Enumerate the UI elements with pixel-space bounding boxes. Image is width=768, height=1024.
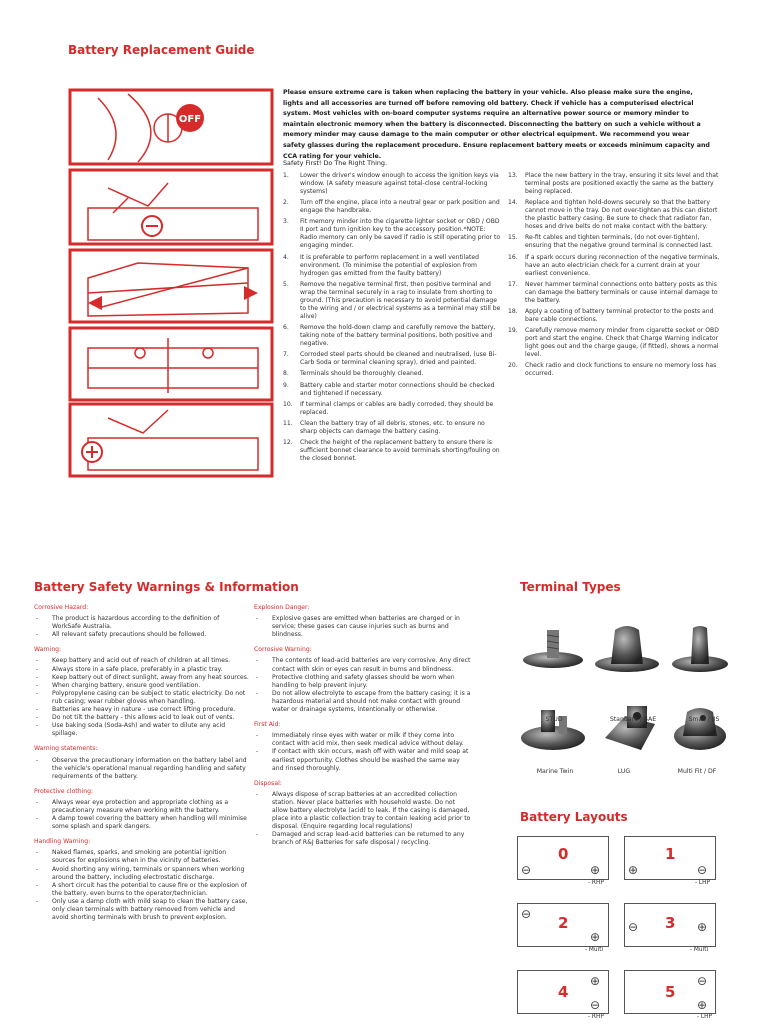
terminal-types-title: Terminal Types bbox=[520, 580, 621, 594]
step-item bbox=[283, 439, 501, 463]
step-number: 5. bbox=[283, 280, 289, 288]
terminal-caption-stud: STUD bbox=[545, 716, 563, 723]
terminal-caption-small-jis: Small / JIS bbox=[688, 716, 720, 723]
positive-terminal-icon: ⊕ bbox=[590, 974, 601, 988]
warning-section-heading: Disposal: bbox=[254, 779, 282, 787]
warning-section-heading: Protective clothing: bbox=[34, 787, 94, 795]
page-title: Battery Replacement Guide bbox=[68, 43, 255, 57]
warning-list bbox=[34, 615, 249, 639]
step-number: 16. bbox=[508, 253, 518, 261]
warning-section-heading: Corrosive Warning: bbox=[254, 646, 312, 654]
step-number: 13. bbox=[508, 172, 518, 179]
battery-layout-0 bbox=[517, 836, 609, 880]
negative-terminal-icon: ⊖ bbox=[628, 920, 639, 934]
layout-caption-0: - RHP bbox=[588, 880, 604, 886]
battery-layout-1 bbox=[624, 836, 716, 880]
layout-number: 0 bbox=[558, 845, 569, 863]
safety-first-heading: Safety First! Do The Right Thing. bbox=[283, 159, 388, 167]
step-text: Carefully remove memory minder from cigarette socket or OBD port and start the engine. Check that Charge Warning indicator light goes out and the charge gauge, (if fitted), shows a normal level. bbox=[525, 327, 719, 359]
warning-item: - A short circuit has the potential to cause fire or the explosion of the battery, even burns to the operator/technician. bbox=[34, 882, 249, 898]
warning-item: - Immediately rinse eyes with water or milk if they come into contact with acid mix, then seek medical advice without delay. bbox=[254, 732, 472, 748]
small-jis-terminal-icon bbox=[672, 626, 728, 672]
warning-section-heading: First Aid: bbox=[254, 721, 281, 729]
multi-fit-terminal-icon bbox=[674, 708, 726, 750]
warning-item: - Explosive gases are emitted when batteries are charged or in service; these gases can cause injuries such as burns and blindness. bbox=[254, 615, 472, 639]
step-item bbox=[508, 308, 722, 324]
warning-item: - Observe the precautionary information on the battery label and the vehicle's operational manual regarding handling and safety requirements of the battery. bbox=[34, 757, 249, 781]
warnings-title: Battery Safety Warnings & Information bbox=[34, 580, 299, 594]
step-text: It is preferable to perform replacement in a well ventilated environment. (To minimise the potential of explosion from hydrogen gas emitted from the faulty battery) bbox=[300, 253, 479, 277]
step-number: 2. bbox=[283, 199, 289, 207]
step-number: 1. bbox=[283, 172, 289, 179]
warning-item: - The product is hazardous according to the definition of WorkSafe Australia. bbox=[34, 615, 249, 631]
warning-item: - Naked flames, sparks, and smoking are potential ignition sources for explosions when in the vicinity of batteries. bbox=[34, 849, 249, 865]
warning-item: - Polypropylene casing can be subject to static electricity. Do not rub casing; wear rubber gloves when handling. bbox=[34, 690, 249, 706]
positive-terminal-icon: ⊕ bbox=[628, 863, 639, 877]
step-text: Battery cable and starter motor connections should be checked and tightened if necessary. bbox=[300, 381, 495, 397]
step-number: 11. bbox=[283, 419, 293, 427]
warning-list bbox=[34, 657, 249, 738]
terminal-caption-lug: LUG bbox=[617, 768, 631, 775]
step-number: 6. bbox=[283, 323, 289, 331]
step-text: Clean the battery tray of all debris, stones, etc. to ensure no sharp objects can damage the battery casing. bbox=[300, 419, 485, 435]
step-number: 3. bbox=[283, 218, 289, 226]
warning-section-heading: Explosion Danger: bbox=[254, 604, 310, 611]
step-text: Apply a coating of battery terminal protector to the posts and bare cable connections. bbox=[525, 307, 714, 323]
step-number: 12. bbox=[283, 439, 293, 447]
positive-terminal-icon: ⊕ bbox=[697, 920, 708, 934]
step-text: Replace and tighten hold-downs securely so that the battery cannot move in the tray. Do not over-tighten as this can distort the plastic battery casing. Be sure to check that radiator fan, hoses and drive belts do not make contact with the battery. bbox=[525, 199, 718, 231]
terminal-caption-marine-twin: Marine Twin bbox=[536, 768, 574, 775]
warning-item: - Always dispose of scrap batteries at an accredited collection station. Never place batteries with household waste. Do not allow battery electrolyte (acid) to leak. If the casing is damaged, place into a plastic collection tray to contain leaking acid prior to disposal. (Enquire regarding local regulations) bbox=[254, 791, 472, 831]
negative-terminal-icon: ⊖ bbox=[590, 998, 601, 1012]
positive-terminal-icon: ⊕ bbox=[590, 863, 601, 877]
step-number: 18. bbox=[508, 307, 518, 315]
step-item bbox=[283, 199, 501, 215]
positive-terminal-icon: ⊕ bbox=[697, 998, 708, 1012]
warning-item: - Do not tilt the battery - this allows acid to leak out of vents. bbox=[34, 714, 249, 722]
step-item bbox=[508, 362, 722, 378]
step-item bbox=[283, 254, 501, 278]
step-text: Place the new battery in the tray, ensuring it sits level and that terminal posts are positioned exactly the same as the battery being replaced. bbox=[525, 172, 719, 195]
step-text: Remove the negative terminal first, then positive terminal and wrap the terminal securely in a rag to insulate from shorting to ground. (This precaution is necessary to avoid potential damage to the wiring and / or electrical systems as a terminal may still be alive) bbox=[300, 280, 501, 320]
layout-number: 1 bbox=[665, 845, 676, 863]
step-item bbox=[283, 420, 501, 436]
steps-list-left bbox=[283, 172, 501, 466]
step-item bbox=[283, 370, 501, 378]
step-text: Remove the hold-down clamp and carefully remove the battery, taking note of the battery terminal positions, both positive and negative. bbox=[300, 323, 496, 347]
step-item bbox=[508, 234, 722, 250]
negative-terminal-icon: ⊖ bbox=[521, 863, 532, 877]
warnings-column-right bbox=[254, 604, 472, 847]
step-item bbox=[283, 382, 501, 398]
warning-item: - Always store in a safe place, preferably in a plastic tray. bbox=[34, 666, 249, 674]
steps-list-right bbox=[508, 172, 722, 382]
warning-item: - Keep battery and acid out of reach of children at all times. bbox=[34, 657, 249, 665]
step-item bbox=[283, 172, 501, 196]
warning-item: - If contact with skin occurs, wash off with water and mild soap at earliest opportunity. Clothes should be washed the same way and rinsed thoroughly. bbox=[254, 748, 472, 772]
warning-item: - All relevant safety precautions should be followed. bbox=[34, 631, 249, 639]
terminal-caption-standard-sae: Standard / SAE bbox=[609, 716, 657, 723]
battery-layout-5 bbox=[624, 970, 716, 1014]
warning-item: - Avoid shorting any wiring, terminals or spanners when working around the battery, including electrostatic discharge. bbox=[34, 866, 249, 882]
warning-list bbox=[34, 849, 249, 922]
warning-list bbox=[254, 732, 472, 772]
step-item bbox=[283, 401, 501, 417]
warning-item: - Use baking soda (Soda-Ash) and water to dilute any acid spillage. bbox=[34, 722, 249, 738]
warning-item: - Damaged and scrap lead-acid batteries can be returned to any branch of R&J Batteries for safe disposal / recycling. bbox=[254, 831, 472, 847]
step-text: Terminals should be thoroughly cleaned. bbox=[300, 370, 424, 378]
stud-terminal-icon bbox=[523, 630, 583, 668]
battery-layout-4 bbox=[517, 970, 609, 1014]
negative-terminal-icon: ⊖ bbox=[521, 907, 532, 921]
warning-item: - Protective clothing and safety glasses should be worn when handling to help prevent injury. bbox=[254, 674, 472, 690]
lug-terminal-icon bbox=[605, 706, 655, 750]
warning-section-heading: Warning statements: bbox=[34, 745, 98, 753]
step-number: 9. bbox=[283, 381, 289, 389]
negative-terminal-icon: ⊖ bbox=[697, 974, 708, 988]
step-number: 4. bbox=[283, 253, 289, 261]
warning-item: - Only use a damp cloth with mild soap to clean the battery case, only clean terminals with battery removed from vehicle and avoid shorting terminals with brush to prevent explosion. bbox=[34, 898, 249, 922]
layout-caption-3: - Multi bbox=[690, 947, 709, 953]
warning-item: - Batteries are heavy in nature - use correct lifting procedure. bbox=[34, 706, 249, 714]
step-item bbox=[508, 172, 722, 196]
off-label: OFF bbox=[178, 114, 202, 125]
warning-section-heading: Handling Warning: bbox=[34, 838, 91, 846]
step-number: 20. bbox=[508, 362, 518, 370]
step-item bbox=[283, 351, 501, 367]
step-text: Fit memory minder into the cigarette lighter socket or OBD / OBD II port and turn ignition key to the accessory position.*NOTE: Radio memory can only be saved if radio is still operating prior to engaging minder. bbox=[300, 218, 501, 250]
warning-item: - Keep battery out of direct sunlight, away from any heat sources. bbox=[34, 674, 249, 682]
step-number: 19. bbox=[508, 327, 518, 335]
step-text: Never hammer terminal connections onto battery posts as this can damage the battery terminals or cause internal damage to the battery. bbox=[525, 280, 718, 304]
layout-caption-2: - Multi bbox=[585, 947, 604, 953]
step-text: Turn off the engine, place into a neutral gear or park position and engage the handbrake. bbox=[300, 199, 500, 215]
warning-list bbox=[34, 799, 249, 831]
step-number: 8. bbox=[283, 370, 289, 378]
step-item bbox=[283, 324, 501, 348]
layout-number: 3 bbox=[665, 914, 676, 932]
step-text: If a spark occurs during reconnection of the negative terminals, have an auto electrician check for a current drain at your earliest convenience. bbox=[525, 253, 720, 277]
step-number: 17. bbox=[508, 280, 518, 288]
terminal-types-figure bbox=[515, 620, 737, 765]
layout-caption-5: - LHP bbox=[697, 1014, 713, 1020]
warning-list bbox=[254, 615, 472, 639]
intro-paragraph: Please ensure extreme care is taken when replacing the battery in your vehicle. Also please make sure the engine, lights and all accessories are turned off before removing old battery. Check if vehicle has a computerised electrical system. Most vehicles with on-board computer systems require an alternative power source or memory minder to maintain electronic memory when the battery is disconnected. Disconnecting the battery on such a vehicle without a memory minder may cause damage to the main computer or other electrical equipment. We recommend you wear safety glasses during the replacement procedure. Ensure replacement battery meets or exceeds minimum capacity and CCA rating for your vehicle. bbox=[283, 89, 710, 160]
step-text: If terminal clamps or cables are badly corroded, they should be replaced. bbox=[300, 400, 494, 416]
step-text: Check radio and clock functions to ensure no memory loss has occurred. bbox=[525, 362, 717, 378]
warning-item: - When charging battery, ensure good ventilation. bbox=[34, 682, 249, 690]
step-number: 14. bbox=[508, 199, 518, 207]
warning-item: - Do not allow electrolyte to escape from the battery casing; it is a hazardous material and should not make contact with ground water or drainage systems, intentionally or otherwise. bbox=[254, 690, 472, 714]
warning-list bbox=[34, 757, 249, 781]
warning-list bbox=[254, 657, 472, 714]
warnings-column-left bbox=[34, 604, 249, 922]
battery-layout-2 bbox=[517, 903, 609, 947]
step-number: 10. bbox=[283, 400, 293, 408]
battery-replacement-illustration bbox=[68, 88, 274, 478]
positive-terminal-icon: ⊕ bbox=[590, 930, 601, 944]
layout-number: 2 bbox=[558, 914, 569, 932]
step-item bbox=[283, 281, 501, 321]
step-item bbox=[283, 218, 501, 250]
layout-number: 5 bbox=[665, 983, 676, 1001]
warning-section-heading: Warning: bbox=[34, 646, 62, 654]
warning-item: - Always wear eye protection and appropriate clothing as a precautionary measure when working with the battery. bbox=[34, 799, 249, 815]
layout-caption-4: - RHP bbox=[588, 1014, 604, 1020]
step-number: 15. bbox=[508, 234, 518, 242]
warning-list bbox=[254, 791, 472, 848]
layout-number: 4 bbox=[558, 983, 569, 1001]
step-item bbox=[508, 281, 722, 305]
step-number: 7. bbox=[283, 351, 289, 359]
layout-caption-1: - LHP bbox=[695, 880, 711, 886]
warning-section-heading: Corrosive Hazard: bbox=[34, 604, 89, 611]
step-text: Corroded steel parts should be cleaned and neutralised, (use Bi-Carb Soda or terminal cleaning spray), dried and painted. bbox=[300, 351, 497, 367]
step-text: Re-fit cables and tighten terminals, (do not over-tighten), ensuring that the negative ground terminal is connected last. bbox=[525, 234, 713, 250]
battery-layout-3 bbox=[624, 903, 716, 947]
negative-terminal-icon: ⊖ bbox=[697, 863, 708, 877]
step-item bbox=[508, 254, 722, 278]
step-item bbox=[508, 327, 722, 359]
warning-item: - A damp towel covering the battery when handling will minimise some splash and spark dangers. bbox=[34, 815, 249, 831]
step-text: Lower the driver's window enough to access the ignition keys via window. (A safety measure against total-close central-locking systems) bbox=[300, 172, 499, 195]
warning-item: - The contents of lead-acid batteries are very corrosive. Any direct contact with skin or eyes can result in burns and blindness. bbox=[254, 657, 472, 673]
step-text: Check the height of the replacement battery to ensure there is sufficient bonnet clearance to avoid terminals shorting/fouling on the closed bonnet. bbox=[300, 439, 500, 463]
standard-sae-terminal-icon bbox=[595, 626, 659, 672]
terminal-caption-multi-fit: Multi Fit / DF bbox=[677, 768, 717, 775]
step-item bbox=[508, 199, 722, 231]
battery-layouts-title: Battery Layouts bbox=[520, 810, 628, 824]
